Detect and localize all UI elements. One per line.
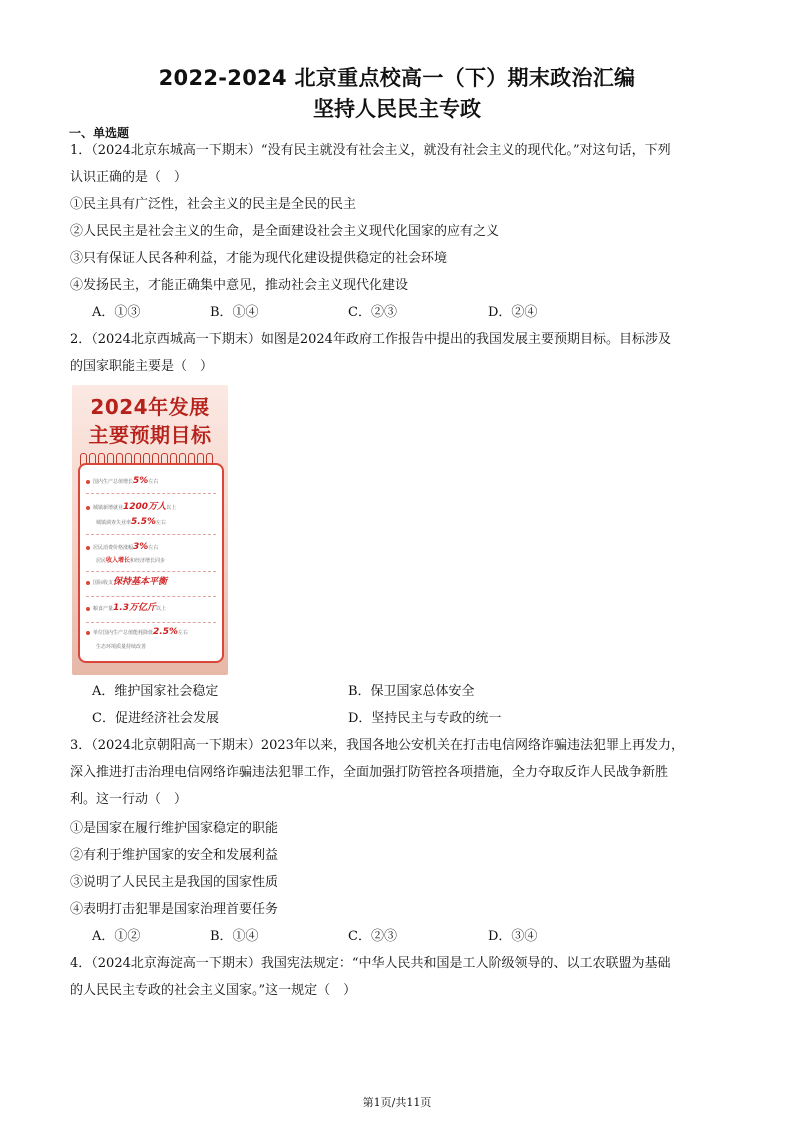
goals-infographic	[72, 385, 228, 675]
q3-option-d: D．③④	[488, 929, 538, 944]
infographic-heading-1: 2024年发展	[90, 395, 210, 419]
goal-income: 居民收入增长和经济增长同步	[96, 557, 166, 564]
page-footer: 第1页/共11页	[362, 1096, 432, 1109]
q1-statement-3: ③只有保证人民各种利益，才能为现代化建设提供稳定的社会环境	[70, 251, 448, 266]
goal-gdp: 国内生产总值增长5%左右	[86, 477, 218, 486]
q2-stem-line2: 的国家职能主要是（ ）	[70, 359, 214, 374]
q2-stem-line1: 2．（2024北京西城高一下期末）如图是2024年政府工作报告中提出的我国发展主要预期目标。目标涉及	[70, 332, 671, 347]
q3-statement-2: ②有利于维护国家的安全和发展利益	[70, 848, 279, 863]
document-title: 2022-2024 北京重点校高一（下）期末政治汇编	[158, 66, 636, 90]
q4-stem-line1: 4．（2024北京海淀高一下期末）我国宪法规定：“中华人民共和国是工人阶级领导的、以工农联盟为基础	[70, 956, 671, 971]
q3-statement-3: ③说明了人民民主是我国的国家性质	[70, 875, 279, 890]
q3-stem-line3: 利。这一行动（ ）	[70, 792, 188, 807]
q1-statement-4: ④发扬民主，才能正确集中意见，推动社会主义现代化建设	[70, 278, 409, 293]
goal-unemployment: 城镇调查失业率5.5%左右	[96, 517, 166, 527]
q1-option-d: D．②④	[488, 305, 538, 320]
goal-balance: 国际收支保持基本平衡	[86, 578, 218, 587]
infographic-heading-2: 主要预期目标	[88, 423, 212, 447]
q3-statement-4: ④表明打击犯罪是国家治理首要任务	[70, 902, 279, 917]
q1-statement-1: ①民主具有广泛性，社会主义的民主是全民的民主	[70, 197, 357, 212]
q3-stem-line2: 深入推进打击治理电信网络诈骗违法犯罪工作，全面加强打防管控各项措施，全力夺取反诈人民战争新胜	[70, 765, 669, 780]
bullet-icon	[86, 631, 90, 635]
bullet-icon	[86, 480, 90, 484]
document-subtitle: 坚持人民民主专政	[313, 97, 481, 121]
bullet-icon	[86, 607, 90, 611]
q1-statement-2: ②人民民主是社会主义的生命，是全面建设社会主义现代化国家的应有之义	[70, 224, 500, 239]
q4-stem-line2: 的人民民主专政的社会主义国家。”这一规定（ ）	[70, 983, 357, 998]
goal-cpi: 居民消费价格涨幅3%左右	[86, 543, 218, 552]
q1-option-b: B．①④	[210, 305, 259, 320]
q1-option-a: A．①③	[92, 305, 141, 320]
q3-option-a: A．①②	[92, 929, 141, 944]
goal-employment: 城镇新增就业1200万人以上	[86, 503, 218, 512]
q3-stem-line1: 3．（2024北京朝阳高一下期末）2023年以来，我国各地公安机关在打击电信网络诈骗违法犯罪上再发力，	[70, 738, 684, 753]
goal-energy: 单位国内生产总值能耗降低2.5%左右	[86, 628, 218, 637]
q3-statement-1: ①是国家在履行维护国家稳定的职能	[70, 821, 279, 836]
q1-stem-line1: 1．（2024北京东城高一下期末）“没有民主就没有社会主义，就没有社会主义的现代化。”对这句话，下列	[70, 143, 671, 158]
goal-grain: 粮食产量1.3万亿斤以上	[86, 604, 218, 613]
q1-stem-line2: 认识正确的是（ ）	[70, 170, 188, 185]
q2-option-a: A．维护国家社会稳定	[92, 684, 219, 699]
q2-option-b: B．保卫国家总体安全	[348, 684, 475, 699]
goal-environment: 生态环境质量持续改善	[96, 644, 147, 650]
q3-option-c: C．②③	[348, 929, 397, 944]
bullet-icon	[86, 581, 90, 585]
section-heading: 一、单选题	[69, 126, 130, 140]
q2-option-c: C．促进经济社会发展	[92, 711, 219, 726]
q2-option-d: D．坚持民主与专政的统一	[348, 711, 502, 726]
goals-card	[78, 463, 224, 663]
bullet-icon	[86, 506, 90, 510]
q1-option-c: C．②③	[348, 305, 397, 320]
q3-option-b: B．①④	[210, 929, 259, 944]
bullet-icon	[86, 546, 90, 550]
